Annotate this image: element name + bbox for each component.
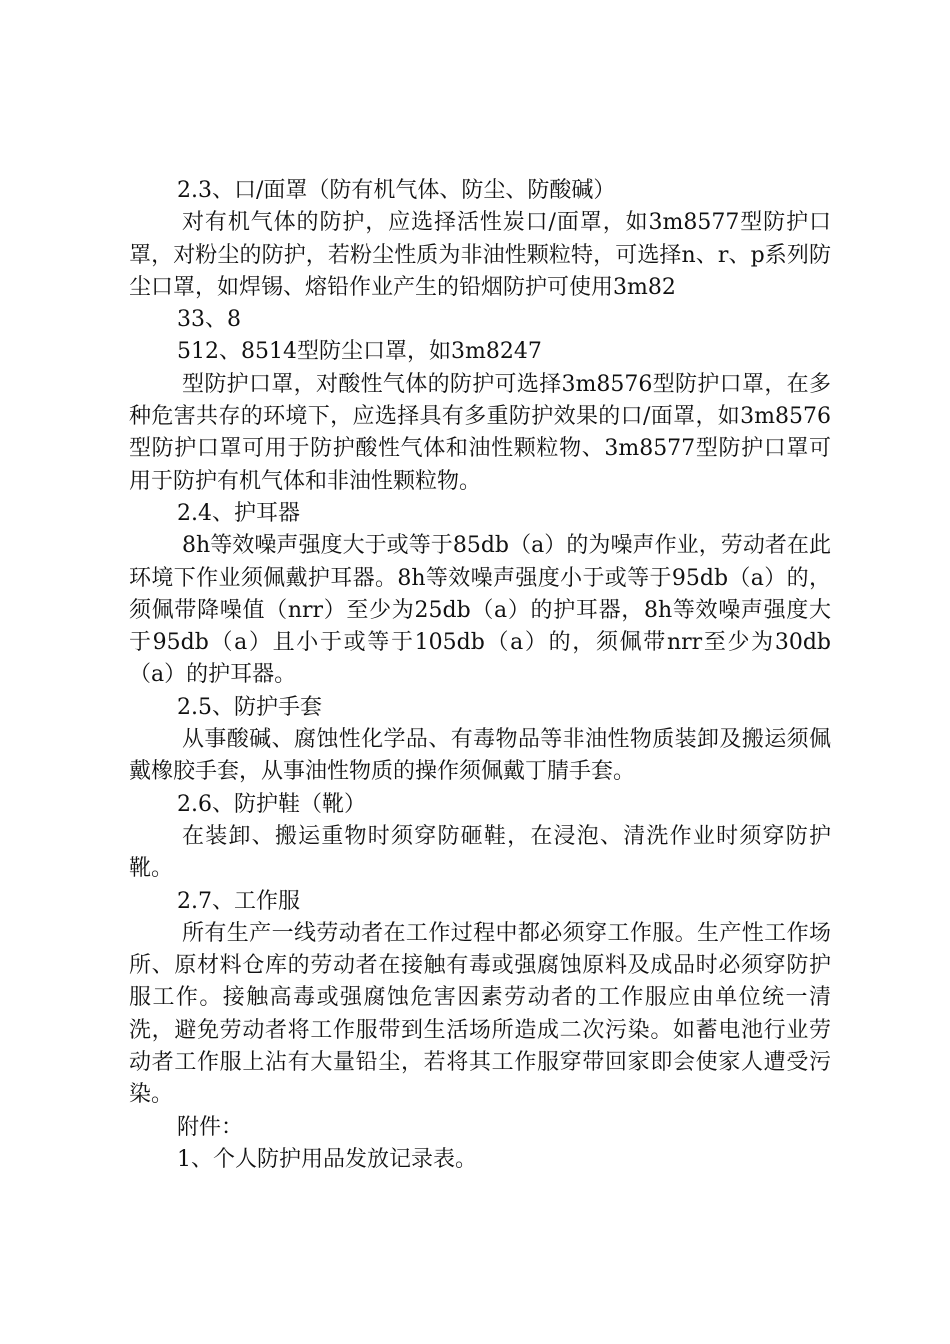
paragraph-fragment-model-8512: 512、8514型防尘口罩，如3m8247 [177,339,542,365]
section-heading-2-4: 2.4、护耳器 [177,500,300,526]
paragraph-respirator-organic: 对有机气体的防护，应选择活性炭口/面罩，如3m8577型防护口罩，对粉尘的防护，若粉尘性质为非油性颗粒特，可选择n、r、p系列防尘口罩，如焊锡、熔铅作业产生的铅烟防护可使用3m82 [129,210,831,300]
paragraph-gloves: 从事酸碱、腐蚀性化学品、有毒物品等非油性物质装卸及搬运须佩戴橡胶手套，从事油性物质的操作须佩戴丁腈手套。 [129,727,831,785]
paragraph-ear-protection: 8h等效噪声强度大于或等于85db（a）的为噪声作业，劳动者在此环境下作业须佩戴护耳器。8h等效噪声强度小于或等于95db（a）的，须佩带降噪值（nrr）至少为25db（a）的护耳器，8h等效噪声强度大于95db（a）且小于或等于105db（a）的，须佩带nrr至少为30db（a）的护耳器。 [129,533,831,688]
paragraph-footwear: 在装卸、搬运重物时须穿防砸鞋，在浸泡、清洗作业时须穿防护靴。 [129,823,831,882]
section-heading-2-6: 2.6、防护鞋（靴） [177,791,366,817]
section-heading-2-5: 2.5、防护手套 [177,694,322,720]
attachment-item-1: 1、个人防护用品发放记录表。 [177,1146,477,1172]
paragraph-fragment-model-33-8: 33、8 [177,307,241,333]
section-heading-2-7: 2.7、工作服 [177,888,300,914]
paragraph-work-clothes: 所有生产一线劳动者在工作过程中都必须穿工作服。生产性工作场所、原材料仓库的劳动者在接触有毒或强腐蚀原料及成品时必须穿防护服工作。接触高毒或强腐蚀危害因素劳动者的工作服应由单位统一清洗，避免劳动者将工作服带到生活场所造成二次污染。如蓄电池行业劳动者工作服上沾有大量铅尘，若将其工作服穿带回家即会使家人遭受污染。 [129,920,831,1108]
attachment-label: 附件： [177,1114,244,1140]
section-heading-2-3: 2.3、口/面罩（防有机气体、防尘、防酸碱） [177,178,616,203]
paragraph-respirator-acid: 型防护口罩，对酸性气体的防护可选择3m8576型防护口罩，在多种危害共存的环境下，应选择具有多重防护效果的口/面罩，如3m8576型防护口罩可用于防护酸性气体和油性颗粒物、3m8577型防护口罩可用于防护有机气体和非油性颗粒物。 [129,371,831,494]
document-body [129,175,831,1176]
